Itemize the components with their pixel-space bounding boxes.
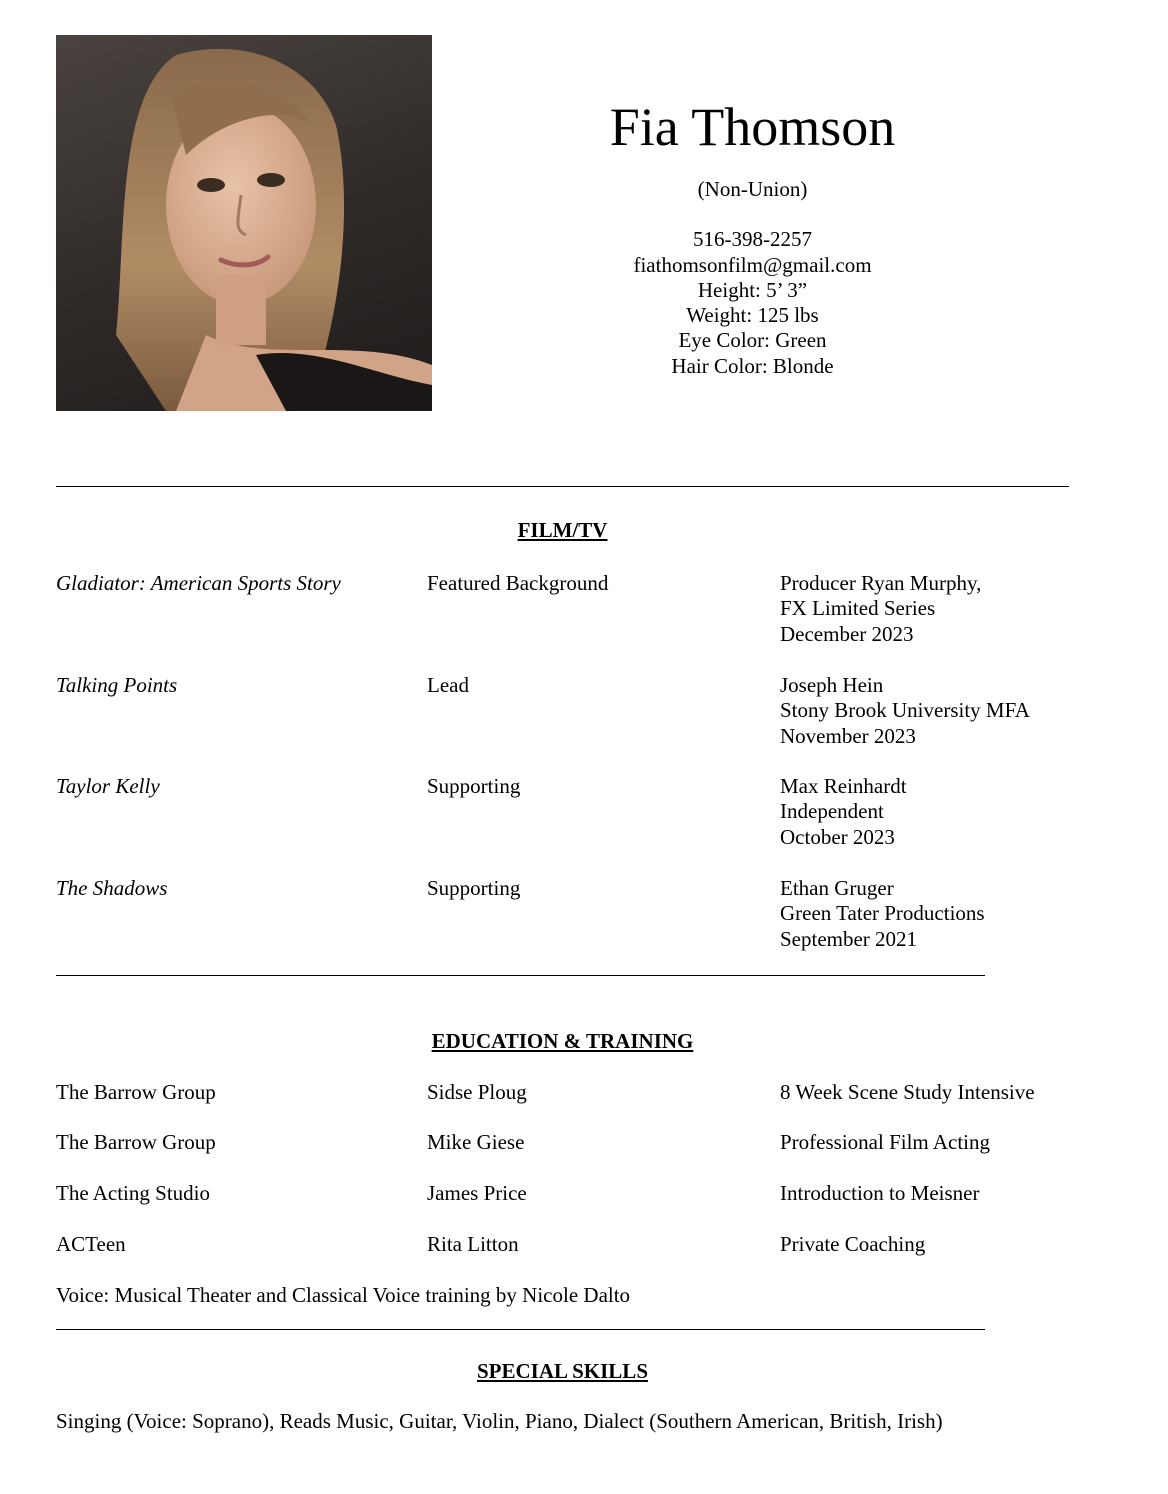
credit-project: Gladiator: American Sports Story: [56, 571, 341, 595]
actor-name: Fia Thomson: [609, 97, 896, 157]
education-teacher: Rita Litton: [427, 1232, 519, 1256]
credit-role: Lead: [427, 673, 469, 697]
special-skills-text: Singing (Voice: Soprano), Reads Music, Guitar, Violin, Piano, Dialect (Southern American, British, Irish): [56, 1409, 943, 1433]
divider-education: [56, 1329, 985, 1330]
credit-detail-line: September 2021: [780, 926, 918, 951]
education-course: 8 Week Scene Study Intensive: [780, 1080, 1035, 1104]
divider-header: [56, 486, 1069, 487]
education-course: Introduction to Meisner: [780, 1181, 980, 1205]
weight-stat: Weight: 125 lbs: [686, 303, 819, 328]
education-teacher: Sidse Ploug: [427, 1080, 527, 1104]
height-stat: Height: 5’ 3”: [697, 277, 808, 302]
hair-color-stat: Hair Color: Blonde: [671, 353, 834, 378]
union-status: (Non-Union): [697, 177, 808, 201]
credit-detail-line: Independent: [780, 799, 884, 824]
education-heading: EDUCATION & TRAINING: [431, 1029, 694, 1053]
credit-details: [780, 673, 1030, 749]
education-school: ACTeen: [56, 1232, 126, 1256]
special-skills-heading: SPECIAL SKILLS: [477, 1359, 648, 1383]
credit-project: Taylor Kelly: [56, 774, 160, 798]
credit-detail-line: December 2023: [780, 621, 914, 646]
education-school: The Barrow Group: [56, 1080, 216, 1104]
credit-role: Supporting: [427, 876, 521, 900]
credit-detail-line: Joseph Hein: [780, 673, 884, 697]
education-course: Private Coaching: [780, 1232, 926, 1256]
phone-number: 516-398-2257: [693, 227, 812, 252]
education-course: Professional Film Acting: [780, 1130, 990, 1154]
contact-header: [500, 95, 1005, 379]
film-tv-heading: FILM/TV: [517, 518, 608, 542]
education-teacher: Mike Giese: [427, 1130, 525, 1154]
credit-detail-line: Producer Ryan Murphy,: [780, 571, 982, 595]
credit-detail-line: Ethan Gruger: [780, 876, 894, 900]
credit-detail-line: Stony Brook University MFA: [780, 698, 1030, 723]
education-school: The Acting Studio: [56, 1181, 210, 1205]
voice-training: Voice: Musical Theater and Classical Voice training by Nicole Dalto: [56, 1283, 631, 1307]
credit-detail-line: October 2023: [780, 824, 895, 849]
credit-detail-line: FX Limited Series: [780, 596, 936, 621]
credit-detail-line: November 2023: [780, 723, 916, 748]
credit-role: Featured Background: [427, 571, 609, 595]
credit-project: The Shadows: [56, 876, 168, 900]
credit-role: Supporting: [427, 774, 521, 798]
email-address: fiathomsonfilm@gmail.com: [633, 252, 872, 277]
credit-project: Talking Points: [56, 673, 178, 697]
divider-film: [56, 975, 985, 976]
credit-details: [780, 571, 981, 647]
education-teacher: James Price: [427, 1181, 527, 1205]
eye-color-stat: Eye Color: Green: [678, 328, 827, 353]
education-school: The Barrow Group: [56, 1130, 216, 1154]
credit-detail-line: Green Tater Productions: [780, 901, 985, 926]
credit-details: [780, 774, 907, 850]
credit-details: [780, 876, 985, 952]
headshot-photo: [56, 35, 432, 411]
credit-detail-line: Max Reinhardt: [780, 774, 907, 798]
